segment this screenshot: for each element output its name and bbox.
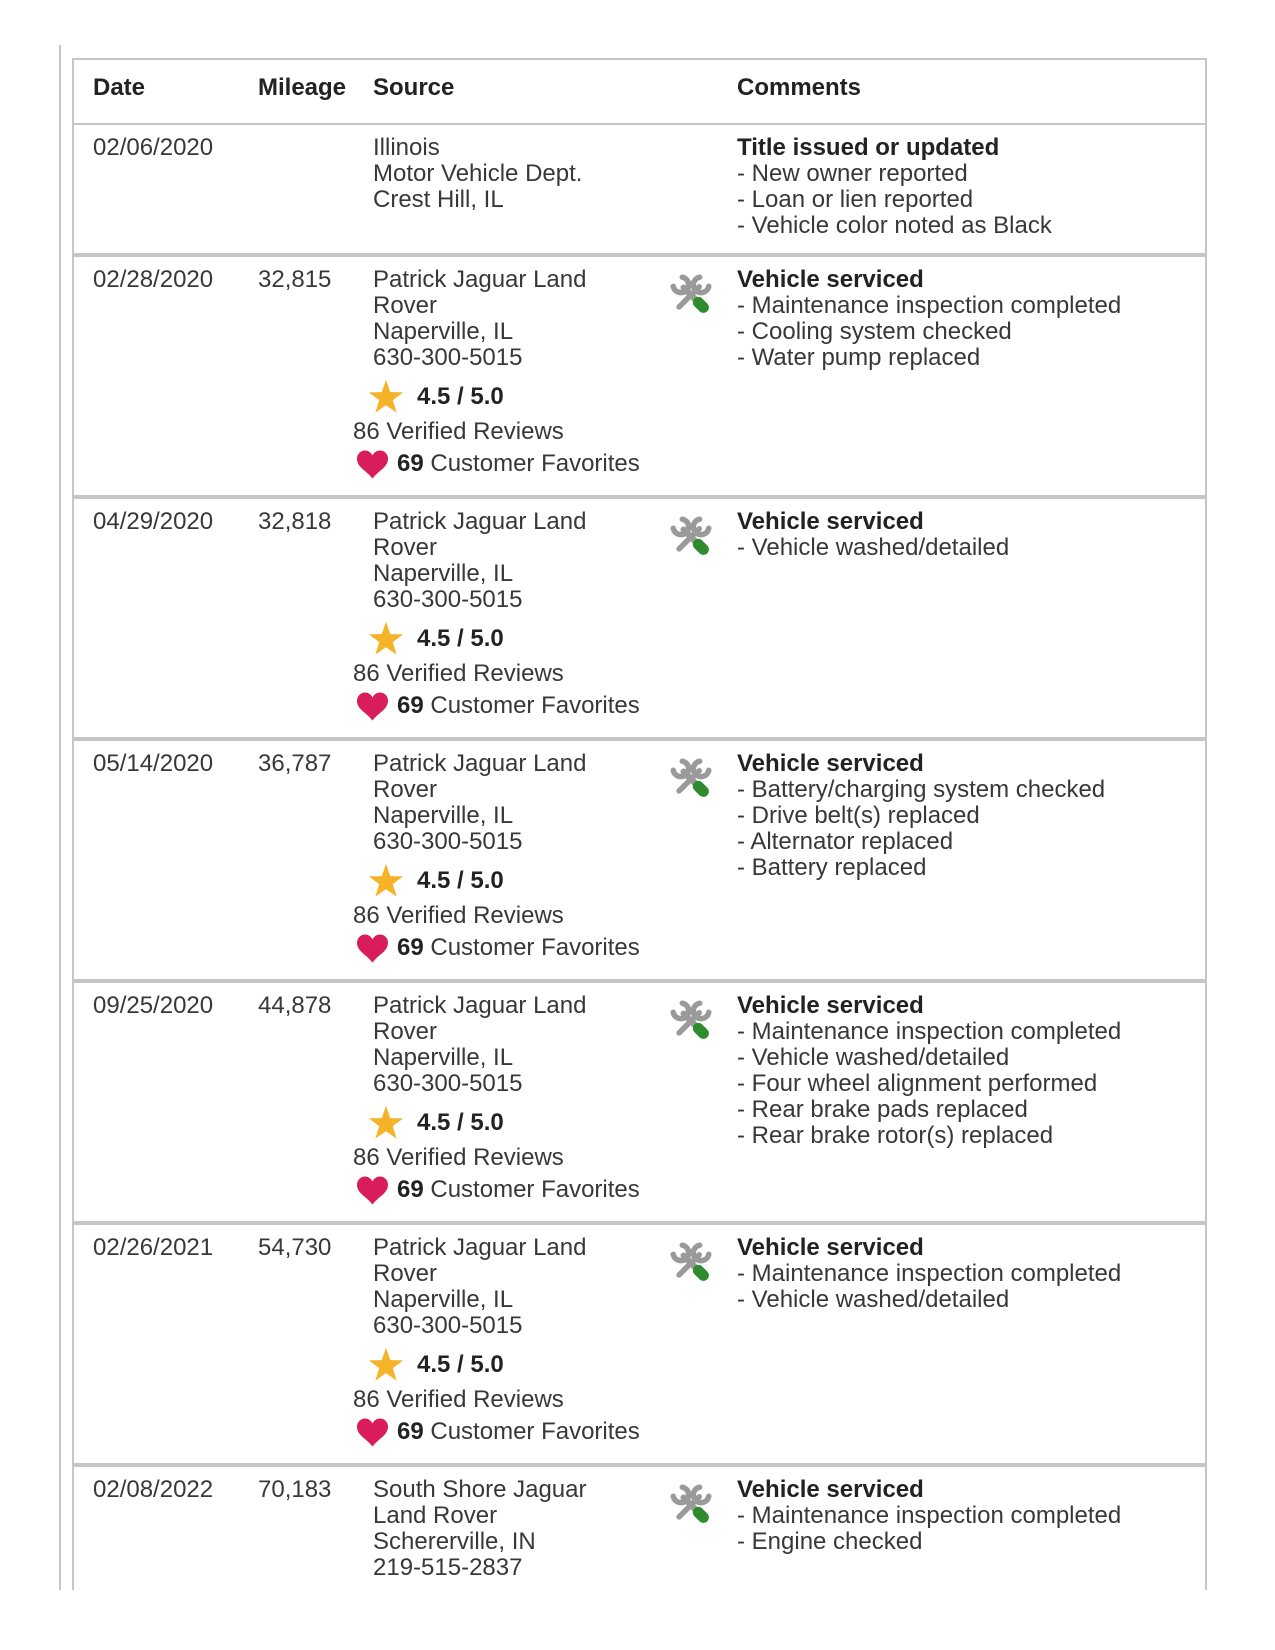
comment-item: - Loan or lien reported: [737, 186, 974, 213]
favorites-label: Customer Favorites: [430, 1418, 640, 1445]
column-header-source: Source: [373, 74, 455, 101]
service-icon-slot: [661, 991, 737, 1049]
table-header-row: [74, 60, 1205, 125]
rating-row: [353, 377, 661, 417]
customer-favorites-row: [353, 447, 661, 481]
source-cell: [353, 1475, 661, 1581]
customer-favorites-text: [397, 693, 640, 719]
comment-item: - Rear brake pads replaced: [737, 1096, 1028, 1123]
source-line: 630-300-5015: [373, 586, 523, 613]
mileage-cell: 70,183: [258, 1476, 332, 1503]
rating-row: [353, 619, 661, 659]
date-cell: 09/25/2020: [93, 992, 214, 1019]
customer-favorites-text: [397, 451, 640, 477]
customer-favorites-text: [397, 935, 640, 961]
source-line: Patrick Jaguar Land Rover: [373, 266, 587, 319]
wrench-and-screwdriver-icon: [669, 999, 713, 1043]
comment-item: - Engine checked: [737, 1528, 923, 1555]
rating-score: 4.5 / 5.0: [417, 625, 504, 652]
comment-item: - Battery/charging system checked: [737, 776, 1106, 803]
comment-body: [737, 749, 1205, 881]
source-cell: [353, 991, 661, 1207]
mileage-cell: 32,818: [258, 508, 332, 535]
comment-body: [737, 991, 1205, 1149]
favorites-count: 69: [397, 692, 424, 719]
date-cell: 02/08/2022: [93, 1476, 214, 1503]
source-cell: [353, 507, 661, 723]
rating-row: [353, 861, 661, 901]
source-cell: [353, 749, 661, 965]
customer-favorites-row: [353, 1415, 661, 1449]
heart-icon: [357, 934, 388, 963]
source-address: [353, 133, 645, 213]
comment-title: Vehicle serviced: [737, 992, 924, 1019]
source-line: Naperville, IL: [373, 318, 514, 345]
source-address: [353, 1475, 645, 1581]
source-address: [353, 749, 645, 855]
source-line: Naperville, IL: [373, 802, 514, 829]
source-line: 630-300-5015: [373, 1070, 523, 1097]
comments-cell: [661, 1233, 1205, 1449]
favorites-count: 69: [397, 934, 424, 961]
source-line: Patrick Jaguar Land Rover: [373, 1234, 587, 1287]
source-address: [353, 991, 645, 1097]
table-row: [74, 1221, 1205, 1463]
verified-reviews: 86 Verified Reviews: [353, 1144, 564, 1171]
comments-cell: [661, 991, 1205, 1207]
source-line: 630-300-5015: [373, 828, 523, 855]
table-row: [74, 253, 1205, 495]
rating-row: [353, 1345, 661, 1385]
comment-body: [737, 507, 1205, 561]
comment-item: - Vehicle washed/detailed: [737, 1044, 1010, 1071]
service-icon-slot: [661, 1475, 737, 1533]
table-body: [74, 125, 1205, 1590]
date-cell: 02/26/2021: [93, 1234, 214, 1261]
service-icon-slot: [661, 507, 737, 565]
date-cell: 02/28/2020: [93, 266, 214, 293]
dealer-rating-block: [353, 619, 661, 723]
source-address: [353, 265, 645, 371]
table-row: [74, 737, 1205, 979]
comment-title: Vehicle serviced: [737, 1476, 924, 1503]
customer-favorites-row: [353, 689, 661, 723]
source-line: Illinois: [373, 134, 440, 161]
comment-item: - Vehicle color noted as Black: [737, 212, 1052, 239]
customer-favorites-text: [397, 1419, 640, 1445]
comment-items: [737, 777, 1175, 881]
comment-item: - Vehicle washed/detailed: [737, 1286, 1010, 1313]
star-icon: [367, 1347, 405, 1384]
source-line: Naperville, IL: [373, 560, 514, 587]
dealer-rating-block: [353, 1345, 661, 1449]
mileage-cell: 54,730: [258, 1234, 332, 1261]
comment-item: - Drive belt(s) replaced: [737, 802, 980, 829]
table-row: [74, 125, 1205, 253]
heart-icon: [357, 692, 388, 721]
star-icon: [367, 1105, 405, 1142]
rating-row: [353, 1103, 661, 1143]
source-address: [353, 507, 645, 613]
wrench-and-screwdriver-icon: [669, 1241, 713, 1285]
comment-item: - Cooling system checked: [737, 318, 1012, 345]
rating-score: 4.5 / 5.0: [417, 1109, 504, 1136]
verified-reviews: 86 Verified Reviews: [353, 902, 564, 929]
wrench-and-screwdriver-icon: [669, 757, 713, 801]
comment-items: [737, 1503, 1175, 1555]
source-line: Motor Vehicle Dept.: [373, 160, 583, 187]
service-icon-slot: [661, 749, 737, 807]
comment-item: - Water pump replaced: [737, 344, 981, 371]
comment-item: - Alternator replaced: [737, 828, 954, 855]
comments-cell: [661, 749, 1205, 965]
comment-item: - Maintenance inspection completed: [737, 292, 1122, 319]
comment-items: [737, 293, 1175, 371]
comment-body: [737, 1475, 1205, 1555]
mileage-cell: 32,815: [258, 266, 332, 293]
customer-favorites-row: [353, 1173, 661, 1207]
comment-item: - Four wheel alignment performed: [737, 1070, 1098, 1097]
comment-title: Vehicle serviced: [737, 1234, 924, 1261]
table-row: [74, 1463, 1205, 1590]
comments-cell: [661, 133, 1205, 239]
dealer-rating-block: [353, 861, 661, 965]
mileage-cell: 44,878: [258, 992, 332, 1019]
comment-body: [737, 265, 1205, 371]
source-line: Naperville, IL: [373, 1044, 514, 1071]
source-line: Crest Hill, IL: [373, 186, 504, 213]
source-line: Naperville, IL: [373, 1286, 514, 1313]
service-icon-slot: [661, 265, 737, 323]
comment-item: - Maintenance inspection completed: [737, 1018, 1122, 1045]
rating-score: 4.5 / 5.0: [417, 383, 504, 410]
comment-title: Vehicle serviced: [737, 508, 924, 535]
comment-items: [737, 1261, 1175, 1313]
heart-icon: [357, 1418, 388, 1447]
source-address: [353, 1233, 645, 1339]
comments-cell: [661, 265, 1205, 481]
rating-score: 4.5 / 5.0: [417, 867, 504, 894]
customer-favorites-text: [397, 1177, 640, 1203]
source-line: South Shore Jaguar Land Rover: [373, 1476, 587, 1529]
comment-item: - Maintenance inspection completed: [737, 1260, 1122, 1287]
source-cell: [353, 1233, 661, 1449]
date-cell: 05/14/2020: [93, 750, 214, 777]
heart-icon: [357, 450, 388, 479]
favorites-label: Customer Favorites: [430, 934, 640, 961]
source-line: 219-515-2837: [373, 1554, 523, 1581]
comment-item: - Rear brake rotor(s) replaced: [737, 1122, 1054, 1149]
favorites-label: Customer Favorites: [430, 692, 640, 719]
table-row: [74, 495, 1205, 737]
comment-item: - New owner reported: [737, 160, 968, 187]
column-header-comments: Comments: [737, 74, 862, 101]
source-line: 630-300-5015: [373, 344, 523, 371]
favorites-count: 69: [397, 1176, 424, 1203]
comment-items: [737, 1019, 1175, 1149]
column-header-date: Date: [93, 74, 146, 101]
comment-title: Vehicle serviced: [737, 750, 924, 777]
verified-reviews: 86 Verified Reviews: [353, 1386, 564, 1413]
wrench-and-screwdriver-icon: [669, 515, 713, 559]
comment-item: - Vehicle washed/detailed: [737, 534, 1010, 561]
mileage-cell: [258, 133, 353, 239]
source-line: Schererville, IN: [373, 1528, 536, 1555]
rating-score: 4.5 / 5.0: [417, 1351, 504, 1378]
favorites-label: Customer Favorites: [430, 1176, 640, 1203]
source-line: Patrick Jaguar Land Rover: [373, 508, 587, 561]
star-icon: [367, 379, 405, 416]
vehicle-history-table: [72, 58, 1207, 1590]
comment-title: Vehicle serviced: [737, 266, 924, 293]
comments-cell: [661, 1475, 1205, 1581]
wrench-and-screwdriver-icon: [669, 1483, 713, 1527]
date-cell: 02/06/2020: [93, 134, 214, 161]
source-line: Patrick Jaguar Land Rover: [373, 992, 587, 1045]
page-edge-rule: [59, 45, 61, 1590]
favorites-label: Customer Favorites: [430, 450, 640, 477]
favorites-count: 69: [397, 1418, 424, 1445]
source-cell: [353, 265, 661, 481]
heart-icon: [357, 1176, 388, 1205]
date-cell: 04/29/2020: [93, 508, 214, 535]
customer-favorites-row: [353, 931, 661, 965]
favorites-count: 69: [397, 450, 424, 477]
table-row: [74, 979, 1205, 1221]
source-line: 630-300-5015: [373, 1312, 523, 1339]
mileage-cell: 36,787: [258, 750, 332, 777]
comment-item: - Battery replaced: [737, 854, 927, 881]
comment-items: [737, 535, 1175, 561]
service-icon-slot: [661, 133, 737, 141]
comment-items: [737, 161, 1175, 239]
star-icon: [367, 863, 405, 900]
verified-reviews: 86 Verified Reviews: [353, 418, 564, 445]
dealer-rating-block: [353, 1103, 661, 1207]
comment-body: [737, 133, 1205, 239]
source-cell: [353, 133, 661, 239]
comment-body: [737, 1233, 1205, 1313]
service-icon-slot: [661, 1233, 737, 1291]
verified-reviews: 86 Verified Reviews: [353, 660, 564, 687]
column-header-mileage: Mileage: [258, 74, 347, 101]
comments-cell: [661, 507, 1205, 723]
dealer-rating-block: [353, 377, 661, 481]
comment-title: Title issued or updated: [737, 134, 1000, 161]
star-icon: [367, 621, 405, 658]
comment-item: - Maintenance inspection completed: [737, 1502, 1122, 1529]
source-line: Patrick Jaguar Land Rover: [373, 750, 587, 803]
wrench-and-screwdriver-icon: [669, 273, 713, 317]
